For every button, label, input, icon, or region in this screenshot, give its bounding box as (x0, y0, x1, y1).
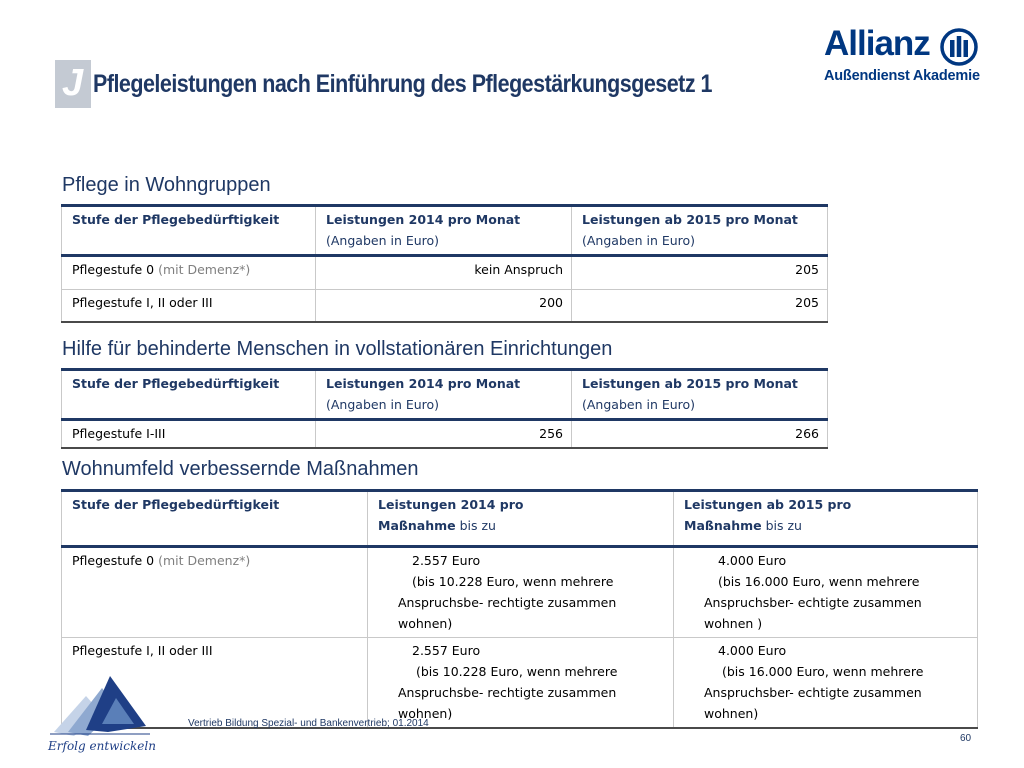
section-heading-wohnumfeld: Wohnumfeld verbessernde Maßnahmen (62, 458, 419, 480)
value-2014-cell: 256 (316, 420, 572, 449)
column-header: Stufe der Pflegebedürftigkeit (62, 491, 368, 547)
column-header: Leistungen 2014 pro Maßnahme bis zu (368, 491, 674, 547)
value-2015-cell: 4.000 Euro (bis 16.000 Euro, wenn mehrere Anspruchsber- echtigte zusammen wohnen ) (674, 547, 978, 638)
column-header: Leistungen 2014 pro Monat (Angaben in Euro) (316, 370, 572, 420)
value-2015-cell: 205 (572, 256, 828, 290)
table-row (62, 547, 978, 638)
column-header: Stufe der Pflegebedürftigkeit (62, 206, 316, 256)
table-row (62, 290, 828, 322)
stufe-cell: Pflegestufe 0 (mit Demenz*) (62, 547, 368, 638)
table-header-row (62, 370, 828, 420)
value-2015-cell: 4.000 Euro (bis 16.000 Euro, wenn mehrere Anspruchsber- echtigte zusammen wohnen) (674, 638, 978, 729)
table-wohngruppen (61, 204, 828, 323)
value-2015-cell: 266 (572, 420, 828, 449)
table-behinderte-menschen (61, 368, 828, 449)
value-2014-cell: kein Anspruch (316, 256, 572, 290)
column-header: Leistungen ab 2015 pro Monat (Angaben in Euro) (572, 370, 828, 420)
logo-subtitle: Außendienst Akademie (824, 68, 980, 84)
stufe-cell: Pflegestufe I, II oder III (62, 290, 316, 322)
table-row (62, 638, 978, 729)
value-2015-cell: 205 (572, 290, 828, 322)
footer-text: Vertrieb Bildung Spezial- und Bankenvertrieb; 01.2014 (188, 718, 429, 729)
column-header: Stufe der Pflegebedürftigkeit (62, 370, 316, 420)
table-header-row (62, 491, 978, 547)
stufe-cell: Pflegestufe 0 (mit Demenz*) (62, 256, 316, 290)
value-2014-cell: 2.557 Euro (bis 10.228 Euro, wenn mehrere Anspruchsbe- rechtigte zusammen wohnen) (368, 547, 674, 638)
stufe-cell: Pflegestufe I-III (62, 420, 316, 449)
table-row (62, 256, 828, 290)
allianz-eagle-icon (940, 28, 978, 66)
page-title: Pflegeleistungen nach Einführung des Pflegestärkungsgesetz 1 (93, 70, 712, 98)
column-header: Leistungen 2014 pro Monat (Angaben in Euro) (316, 206, 572, 256)
value-2014-cell: 2.557 Euro (bis 10.228 Euro, wenn mehrere Anspruchsbe- rechtigte zusammen wohnen) (368, 638, 674, 729)
section-heading-wohngruppen: Pflege in Wohngruppen (62, 174, 271, 196)
column-header: Leistungen ab 2015 pro Monat (Angaben in Euro) (572, 206, 828, 256)
logo-wordmark: Allianz (824, 24, 930, 63)
section-heading-behinderte-menschen: Hilfe für behinderte Menschen in vollstationären Einrichtungen (62, 338, 613, 360)
table-row (62, 420, 828, 449)
pyramid-logo-icon (46, 674, 156, 754)
stufe-cell: Pflegestufe I, II oder III (62, 638, 368, 729)
column-header: Leistungen ab 2015 pro Maßnahme bis zu (674, 491, 978, 547)
page-number: 60 (960, 733, 972, 744)
section-letter: J (62, 62, 84, 104)
table-header-row (62, 206, 828, 256)
table-wohnumfeld (61, 489, 978, 729)
value-2014-cell: 200 (316, 290, 572, 322)
allianz-logo (822, 26, 982, 88)
logo-tagline: Erfolg entwickeln (48, 739, 156, 753)
section-letter-badge (55, 60, 91, 108)
